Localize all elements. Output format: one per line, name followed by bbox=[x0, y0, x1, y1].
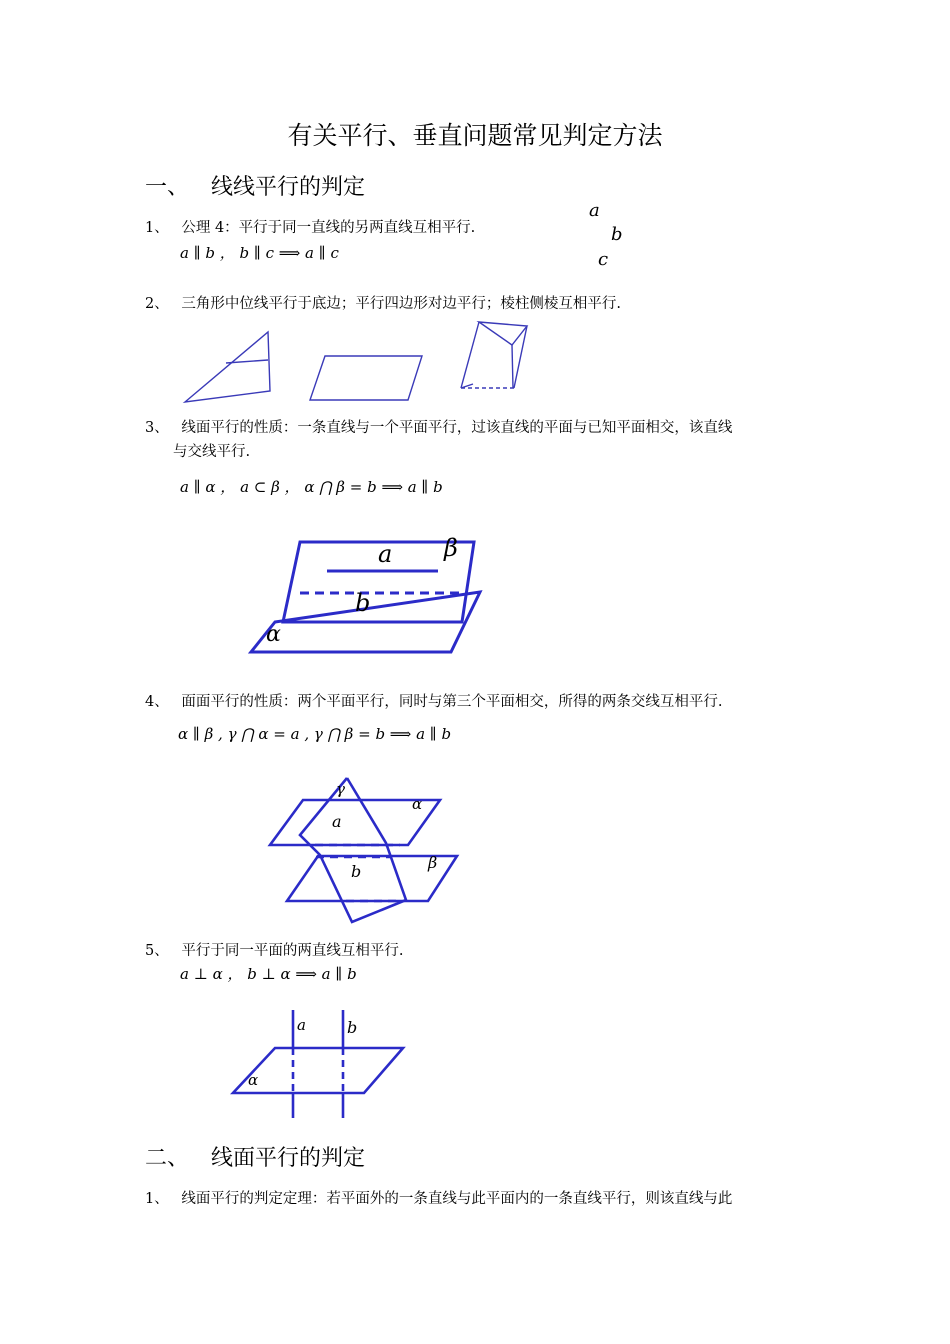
section-number: 一、 bbox=[145, 175, 190, 200]
label-beta: β bbox=[444, 534, 458, 562]
label-a: a bbox=[589, 200, 600, 221]
section-number: 二、 bbox=[145, 1146, 190, 1171]
section2-item-1 bbox=[145, 1187, 732, 1211]
plane-alpha bbox=[233, 1048, 403, 1093]
section-heading-2 bbox=[145, 1141, 365, 1172]
formula-1: a ∥ b ， b ∥ c ⟹ a ∥ c bbox=[180, 244, 339, 262]
item-text: 线面平行的性质：一条直线与一个平面平行，过该直线的平面与已知平面相交，该直线 bbox=[181, 420, 733, 436]
label-b: b bbox=[611, 224, 623, 245]
page-title: 有关平行、垂直问题常见判定方法 bbox=[287, 121, 663, 150]
item-number: 3、 bbox=[145, 420, 169, 436]
item-text: 平行于同一平面的两直线互相平行. bbox=[181, 943, 404, 959]
item-number: 1、 bbox=[145, 1191, 169, 1207]
label-b: b bbox=[347, 1018, 358, 1037]
item-number: 5、 bbox=[145, 943, 169, 959]
item-3-continued: 与交线平行. bbox=[173, 444, 251, 460]
label-a: a bbox=[378, 540, 393, 568]
item-number: 4、 bbox=[145, 694, 169, 710]
formula-4: α ∥ β , γ ⋂ α = a , γ ⋂ β = b ⟹ a ∥ b bbox=[178, 725, 452, 743]
item-text: 面面平行的性质：两个平面平行，同时与第三个平面相交，所得的两条交线互相平行. bbox=[181, 694, 723, 710]
label-b: b bbox=[355, 589, 371, 617]
label-a: a bbox=[332, 812, 342, 831]
label-alpha: α bbox=[412, 795, 423, 813]
label-beta: β bbox=[428, 853, 438, 872]
label-b: b bbox=[351, 862, 362, 881]
section-title: 线线平行的判定 bbox=[211, 175, 366, 200]
label-alpha: α bbox=[248, 1071, 259, 1089]
section-title: 线面平行的判定 bbox=[211, 1146, 366, 1171]
item-number: 2、 bbox=[145, 296, 169, 312]
label-a: a bbox=[297, 1016, 306, 1034]
item-text: 线面平行的判定定理：若平面外的一条直线与此平面内的一条直线平行，则该直线与此 bbox=[181, 1191, 733, 1207]
label-alpha: α bbox=[266, 622, 281, 647]
item-number: 1、 bbox=[145, 220, 169, 236]
item-text: 三角形中位线平行于底边；平行四边形对边平行；棱柱侧棱互相平行. bbox=[181, 296, 621, 312]
label-gamma: γ bbox=[336, 780, 345, 798]
formula-3: a ∥ α ， a ⊂ β ， α ⋂ β = b ⟹ a ∥ b bbox=[180, 478, 443, 496]
item-text: 公理 4：平行于同一直线的另两直线互相平行. bbox=[181, 220, 476, 236]
formula-5: a ⊥ α ， b ⊥ α ⟹ a ∥ b bbox=[180, 965, 357, 983]
label-c: c bbox=[598, 249, 609, 270]
